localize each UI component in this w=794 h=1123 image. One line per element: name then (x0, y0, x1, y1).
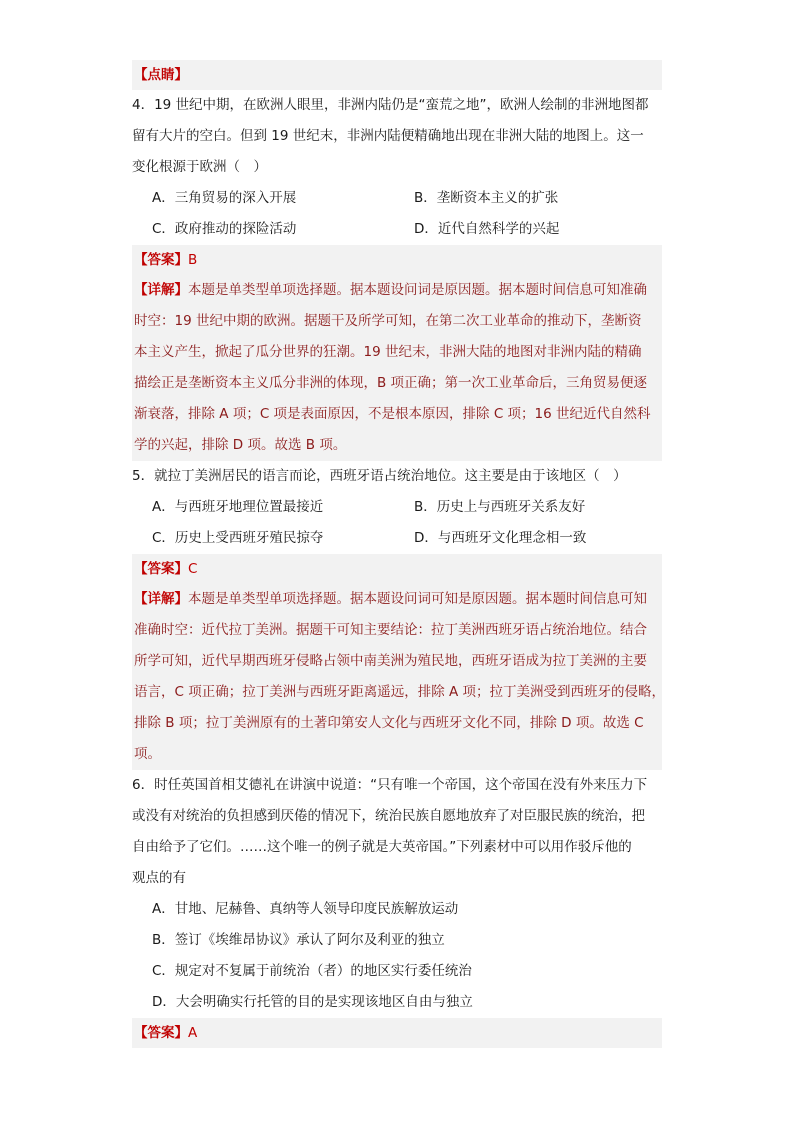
question-6-line: 6．时任英国首相艾德礼在讲演中说道：“只有唯一个帝国，这个帝国在没有外来压力下 (132, 777, 648, 793)
explanation-line: 准确时空：近代拉丁美洲。据题干可知主要结论：拉丁美洲西班牙语占统治地位。结合 (134, 622, 647, 638)
explanation-text: 本题是单类型单项选择题。据本题设问词可知是原因题。据本题时间信息可知 (188, 591, 647, 607)
question-6-option-b[interactable]: B．签订《埃维昂协议》承认了阿尔及利亚的独立 (152, 932, 445, 948)
explanation-line: 学的兴起，排除 D 项。故选 B 项。 (134, 437, 347, 453)
explanation-text: 本题是单类型单项选择题。据本题设问词是原因题。据本题时间信息可知准确 (188, 282, 647, 298)
explanation-line: 排除 B 项；拉丁美洲原有的土著印第安人文化与西班牙文化不同，排除 D 项。故选 C (134, 715, 644, 731)
question-6-option-a[interactable]: A．甘地、尼赫鲁、真纳等人领导印度民族解放运动 (152, 901, 459, 917)
question-4-option-a[interactable]: A．三角贸易的深入开展 (152, 190, 297, 206)
question-5-option-c[interactable]: C．历史上受西班牙殖民掠夺 (152, 530, 324, 546)
explanation-line: 所学可知，近代早期西班牙侵略占领中南美洲为殖民地，西班牙语成为拉丁美洲的主要 (134, 653, 647, 669)
answer-label: 【答案】 (134, 1025, 188, 1041)
question-6-option-c[interactable]: C．规定对不复属于前统治（者）的地区实行委任统治 (152, 963, 472, 979)
explanation-line (134, 584, 662, 615)
answer-label: 【答案】 (134, 561, 188, 577)
question-5-options-row-1 (132, 492, 662, 523)
question-6-line: 自由给予了它们。……这个唯一的例子就是大英帝国。”下列素材中可以用作驳斥他的 (132, 839, 632, 855)
question-5-option-d[interactable]: D．与西班牙文化理念相一致 (414, 530, 587, 546)
answer-label: 【答案】 (134, 252, 188, 268)
dianjing-label: 【点睛】 (134, 67, 188, 83)
document-content (132, 60, 666, 1048)
detail-label: 【详解】 (134, 282, 188, 298)
question-6-option-d[interactable]: D．大会明确实行托管的目的是实现该地区自由与独立 (152, 994, 473, 1010)
question-5-option-b[interactable]: B．历史上与西班牙关系友好 (414, 499, 586, 515)
question-4-answer (132, 245, 662, 275)
question-4-line: 变化根源于欧洲（ ） (132, 159, 267, 175)
question-4-option-c[interactable]: C．政府推动的探险活动 (152, 221, 297, 237)
explanation-line (134, 275, 662, 306)
question-6-line: 观点的有 (132, 870, 186, 886)
question-4-options-row-2 (132, 214, 662, 245)
question-5-explanation (132, 584, 666, 770)
question-6-line: 或没有对统治的负担感到厌倦的情况下，统治民族自愿地放弃了对臣服民族的统治，把 (132, 808, 645, 824)
question-5-stem (132, 461, 662, 492)
question-4-option-b[interactable]: B．垄断资本主义的扩张 (414, 190, 559, 206)
answer-value: C (188, 561, 198, 577)
detail-label: 【详解】 (134, 591, 188, 607)
question-5-line: 5．就拉丁美洲居民的语言而论，西班牙语占统治地位。这主要是由于该地区（ ） (132, 468, 627, 484)
explanation-line: 时空：19 世纪中期的欧洲。据题干及所学可知，在第二次工业革命的推动下，垄断资 (134, 313, 642, 329)
question-5-option-a[interactable]: A．与西班牙地理位置最接近 (152, 499, 324, 515)
question-4-stem (132, 90, 662, 183)
question-6-stem (132, 770, 662, 894)
answer-value: B (188, 252, 198, 268)
question-5-answer (132, 554, 662, 584)
question-4-line: 4．19 世纪中期，在欧洲人眼里，非洲内陆仍是“蛮荒之地”，欧洲人绘制的非洲地图都 (132, 97, 649, 113)
answer-value: A (188, 1025, 198, 1041)
question-6-answer (132, 1018, 662, 1048)
question-4-line: 留有大片的空白。但到 19 世纪末，非洲内陆便精确地出现在非洲大陆的地图上。这一 (132, 128, 644, 144)
dianjing-tag (132, 60, 662, 90)
question-4-options-row-1 (132, 183, 662, 214)
question-4-explanation (132, 275, 662, 461)
question-4-option-d[interactable]: D．近代自然科学的兴起 (414, 221, 560, 237)
explanation-line: 本主义产生，掀起了瓜分世界的狂潮。19 世纪末，非洲大陆的地图对非洲内陆的精确 (134, 344, 642, 360)
explanation-line: 项。 (134, 746, 161, 762)
explanation-line: 语言，C 项正确；拉丁美洲与西班牙距离遥远，排除 A 项；拉丁美洲受到西班牙的侵略， (134, 684, 666, 700)
question-5-options-row-2 (132, 523, 662, 554)
explanation-line: 描绘正是垄断资本主义瓜分非洲的体现，B 项正确；第一次工业革命后，三角贸易便逐 (134, 375, 648, 391)
explanation-line: 渐衰落，排除 A 项；C 项是表面原因，不是根本原因，排除 C 项；16 世纪近代自然科 (134, 406, 651, 422)
